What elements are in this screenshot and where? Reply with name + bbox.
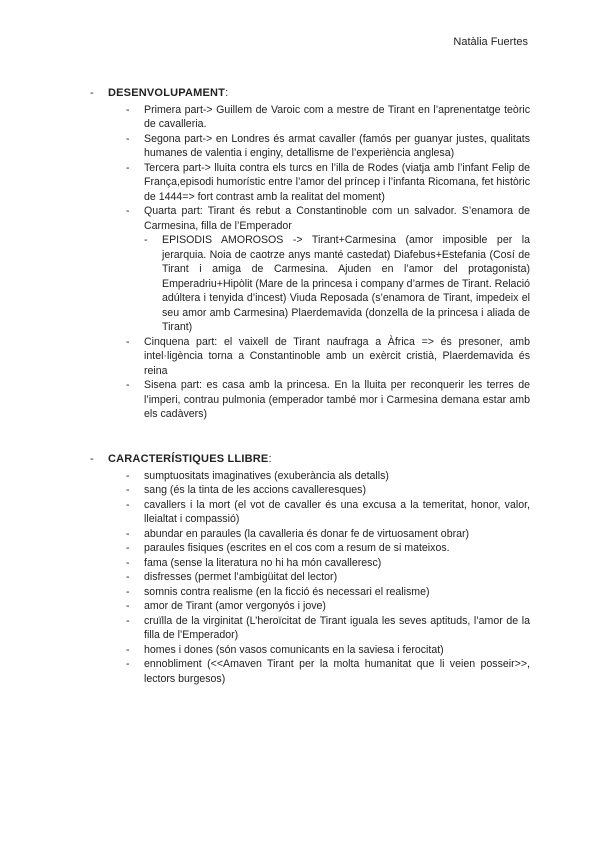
list-item: - Sisena part: es casa amb la princesa. En la lluita per reconquerir les terres de l’imperi, contrau pulmonia (emperador també mor i Carmesina demana estar amb els cadàvers) xyxy=(126,379,530,420)
list-item: - Segona part-> en Londres és armat cavaller (famós per guanyar justes, qualitats humanes de valentia i enginy, detallisme de l’experiència anglesa) xyxy=(126,132,530,159)
list-item: - Primera part-> Guillem de Varoic com a mestre de Tirant en l’aprenentatge teòric de cavalleria. xyxy=(126,103,530,130)
list-item: - Quarta part: Tirant és rebut a Constantinoble com un salvador. S’enamora de Carmesina, filla de l’Emperador xyxy=(126,205,530,232)
section-title: CARACTERÍSTIQUES LLIBRE xyxy=(108,453,269,465)
list-item: - Cinquena part: el vaixell de Tirant naufraga a Àfrica => és presoner, amb intel·ligència torna a Constantinoble amb un exèrcit cristià, Plaerdemavida és reina xyxy=(126,335,530,377)
bullet-dash: - xyxy=(90,453,94,465)
section-caracteristiques xyxy=(90,452,530,686)
list-item: - fama (sense la literatura no hi ha món cavalleresc) xyxy=(126,556,382,569)
section-title: DESENVOLUPAMENT xyxy=(108,87,226,99)
list-item: - ennobliment (<<Amaven Tirant per la molta humanitat que li veien posseir>>, lectors burgesos) xyxy=(126,658,530,685)
list-item: - Tercera part-> lluita contra els turcs en l’illa de Rodes (viatja amb l’infant Felip de França,episodi humorístic entre l’amor del príncep i l’infanta Ricomana, fet històric de 1444=> fort contrast amb la realitat del moment) xyxy=(126,161,530,203)
list-item: - somnis contra realisme (en la ficció és necessari el realisme) xyxy=(126,585,430,598)
item-list xyxy=(90,469,530,687)
section-desenvolupament xyxy=(90,86,530,422)
list-item: - paraules fisiques (escrites en el cos com a resum de si mateixos. xyxy=(126,542,450,554)
section-heading: - CARACTERÍSTIQUES LLIBRE: xyxy=(90,453,272,465)
list-item: - sumptuositats imaginatives (exuberància als detalls) xyxy=(126,469,389,482)
list-item: - disfresses (permet l’ambigüitat del lector) xyxy=(126,571,338,583)
list-item: - cavallers i la mort (el vot de cavaller és una excusa a la temeritat, honor, valor, lleialtat i compassió) xyxy=(126,498,530,525)
list-item: - cruïlla de la virginitat (L’heroïcitat de Tirant iguala les seves aptituds, l’amor de la filla de l’Emperador) xyxy=(126,614,530,641)
sub-list xyxy=(126,233,530,335)
list-item: - amor de Tirant (amor vergonyós i jove) xyxy=(126,600,326,612)
list-item: - homes i dones (són vasos comunicants en la saviesa i ferocitat) xyxy=(126,643,444,656)
list-item: - abundar en paraules (la cavalleria és donar fe de virtuosament obrar) xyxy=(126,527,470,540)
list-item: - sang (és la tinta de les accions cavalleresques) xyxy=(126,484,366,496)
sub-list-item: - EPISODIS AMOROSOS -> Tirant+Carmesina (amor imposible per la jerarquia. Noia de caotrze anys manté castedat) Diafebus+Estefania (Cosí de Tirant i amiga de Carmesina. Ajuden en l’amor del protagonista) Emperadriu+Hipòlit (Mare de la princesa i company d’armes de Tirant. Relació adúltera i tenyida d’incest) Viuda Reposada (s’enamora de Tirant, impedeix el seu amor amb Carmesina) Plaerdemavida (donzella de la princesa i aliada de Tirant) xyxy=(144,234,530,333)
bullet-dash: - xyxy=(90,87,94,99)
section-heading: - DESENVOLUPAMENT: xyxy=(90,87,229,99)
item-list xyxy=(90,103,530,422)
author-name: Natàlia Fuertes xyxy=(453,36,528,48)
